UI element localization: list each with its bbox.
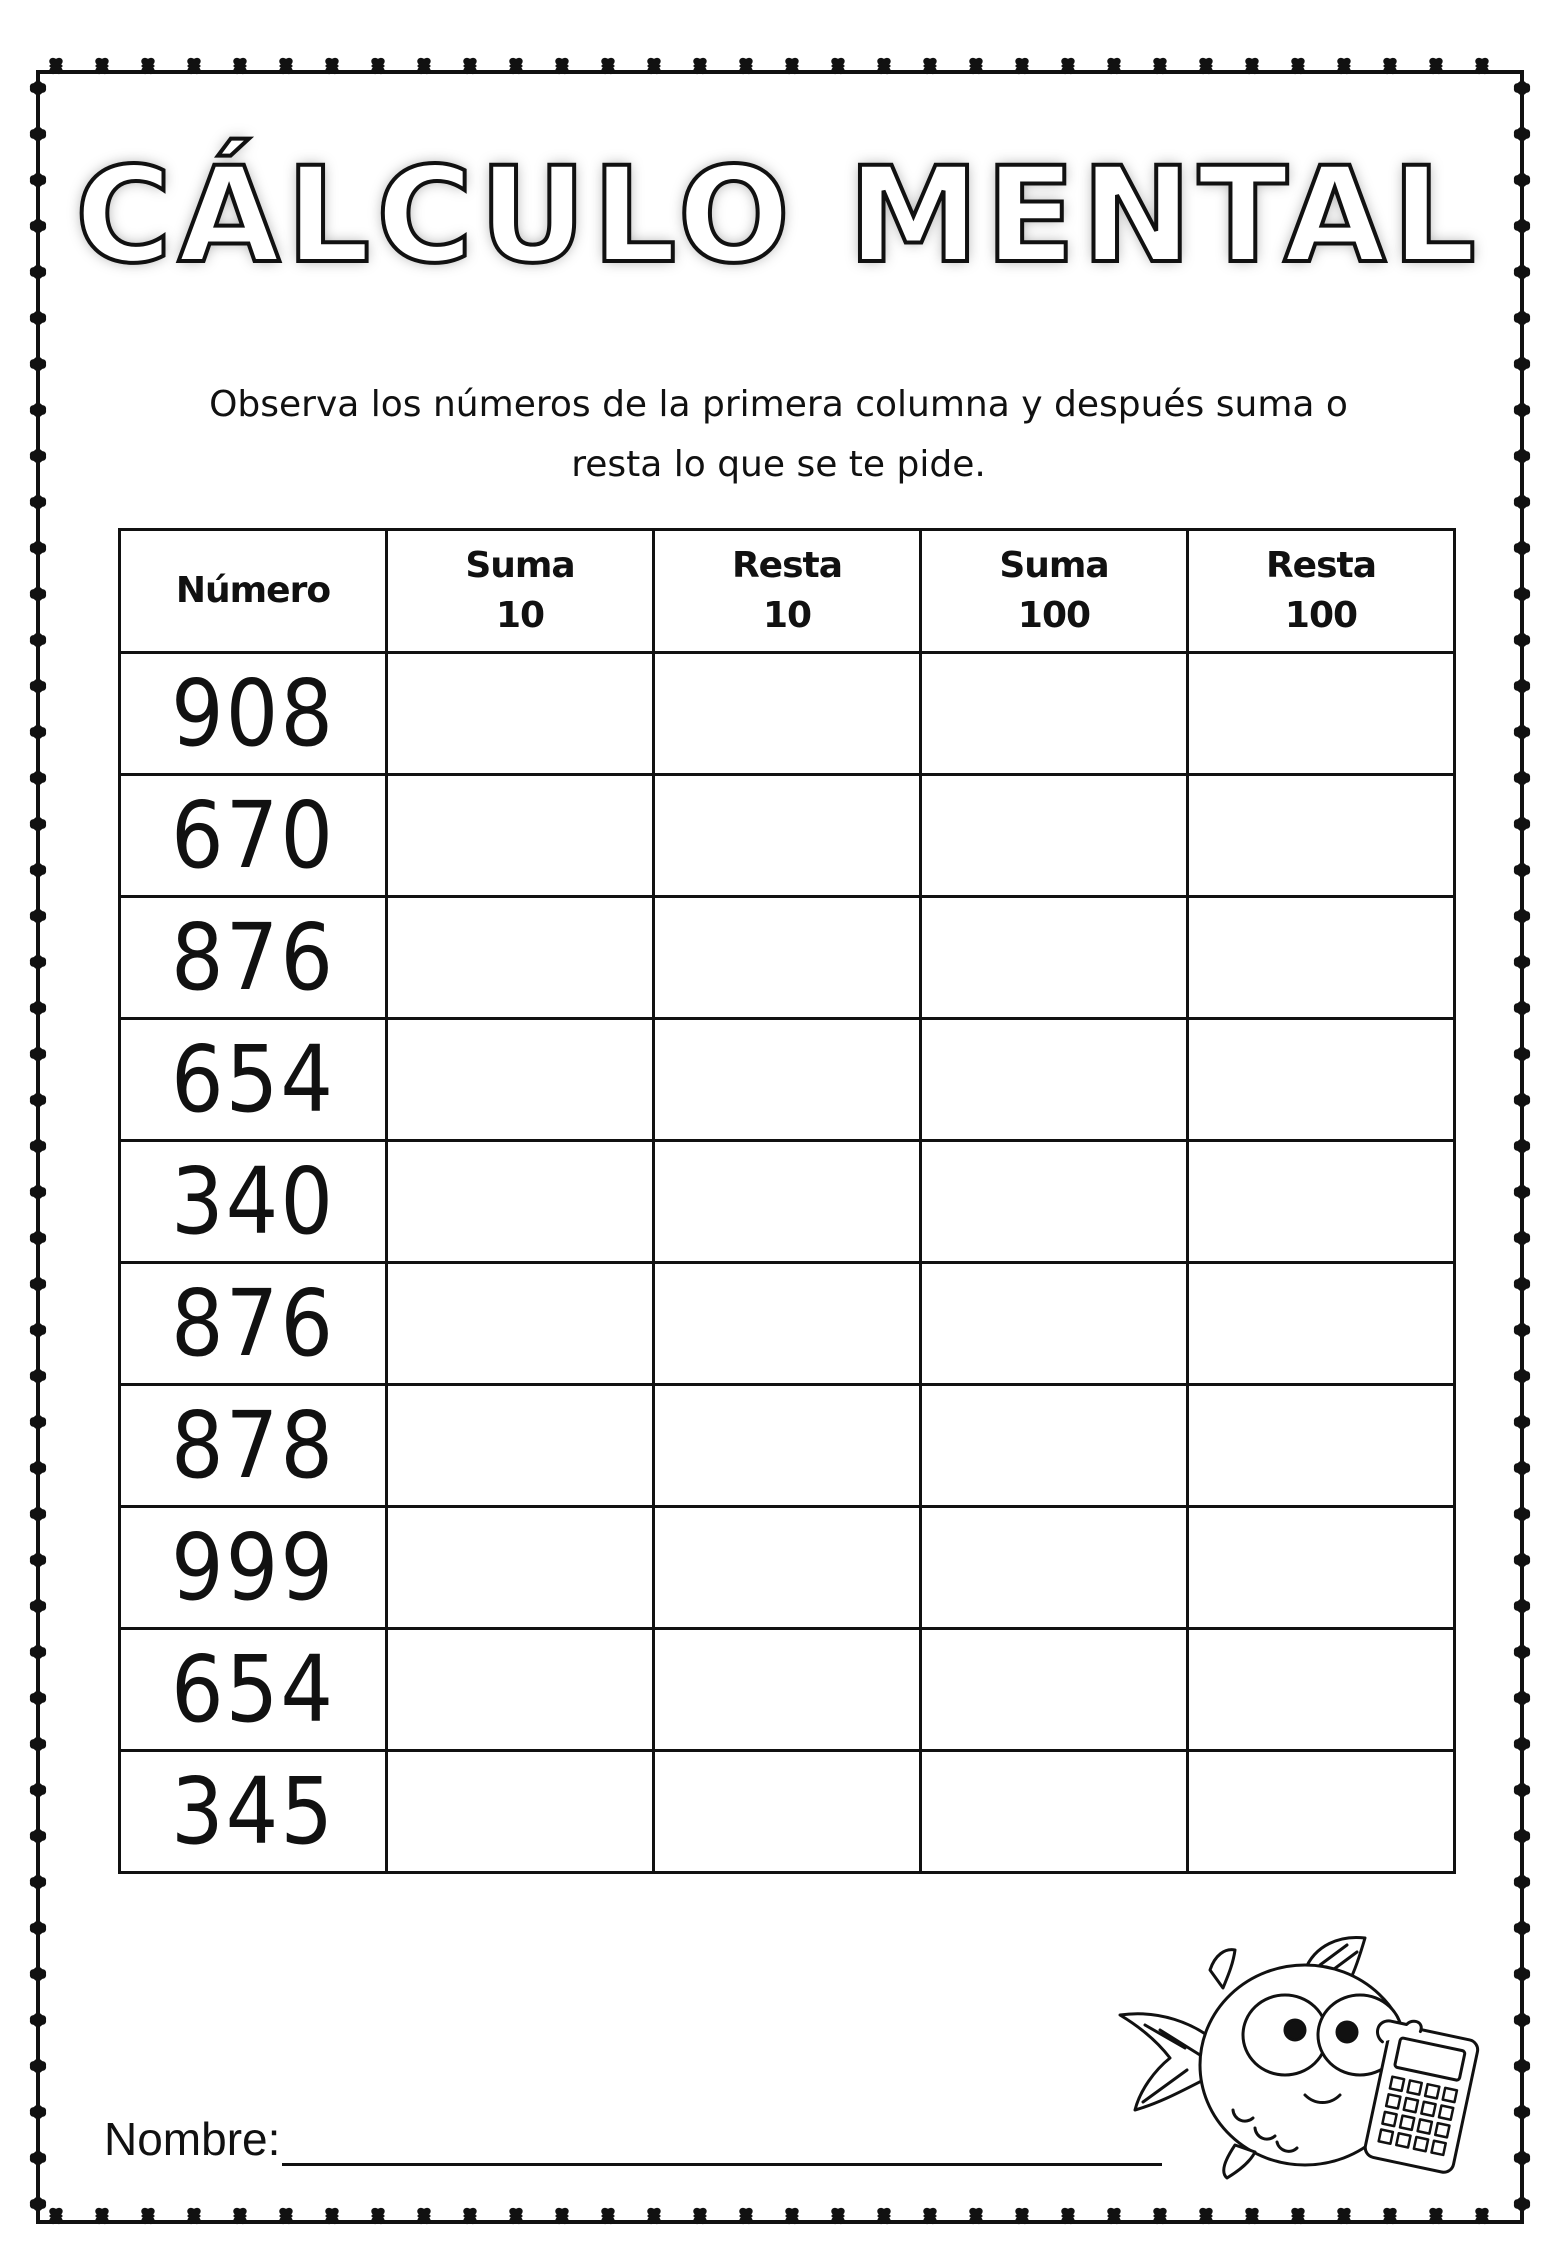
answer-resta-100[interactable] [1188,775,1455,897]
number-cell: 908 [120,653,387,775]
number-cell: 999 [120,1507,387,1629]
number-cell: 878 [120,1385,387,1507]
table-row [120,1385,1455,1507]
answer-resta-10[interactable] [654,775,921,897]
calculation-table [118,528,1456,1874]
answer-resta-100[interactable] [1188,1263,1455,1385]
answer-suma-10[interactable] [387,1019,654,1141]
answer-resta-100[interactable] [1188,1507,1455,1629]
number-cell: 340 [120,1141,387,1263]
answer-suma-100[interactable] [921,1263,1188,1385]
answer-suma-10[interactable] [387,1629,654,1751]
number-cell: 654 [120,1629,387,1751]
table-row [120,897,1455,1019]
answer-suma-100[interactable] [921,653,1188,775]
name-blank-line[interactable] [282,2115,1162,2166]
table-header-row [120,530,1455,653]
answer-suma-10[interactable] [387,1385,654,1507]
header-resta-10: Resta 10 [654,530,921,653]
table-row [120,1263,1455,1385]
answer-resta-100[interactable] [1188,897,1455,1019]
table-row [120,1141,1455,1263]
answer-resta-10[interactable] [654,897,921,1019]
header-suma-10: Suma 10 [387,530,654,653]
answer-suma-100[interactable] [921,1019,1188,1141]
answer-suma-100[interactable] [921,897,1188,1019]
answer-suma-10[interactable] [387,1141,654,1263]
table-row [120,1629,1455,1751]
worksheet-title: CÁLCULO MENTAL [75,139,1482,293]
answer-resta-10[interactable] [654,1141,921,1263]
answer-resta-10[interactable] [654,1507,921,1629]
answer-resta-100[interactable] [1188,1141,1455,1263]
answer-resta-10[interactable] [654,1629,921,1751]
answer-suma-100[interactable] [921,1629,1188,1751]
answer-resta-10[interactable] [654,653,921,775]
answer-suma-100[interactable] [921,1385,1188,1507]
table-row [120,1507,1455,1629]
table-row [120,1751,1455,1873]
answer-suma-100[interactable] [921,775,1188,897]
answer-resta-100[interactable] [1188,1385,1455,1507]
answer-resta-100[interactable] [1188,1629,1455,1751]
answer-resta-10[interactable] [654,1019,921,1141]
answer-resta-10[interactable] [654,1263,921,1385]
table-row [120,775,1455,897]
answer-suma-100[interactable] [921,1507,1188,1629]
name-field [104,2112,1162,2166]
answer-suma-10[interactable] [387,1263,654,1385]
number-cell: 345 [120,1751,387,1873]
header-numero: Número [120,530,387,653]
instructions-text [160,375,1397,495]
number-cell: 670 [120,775,387,897]
answer-suma-10[interactable] [387,653,654,775]
answer-suma-10[interactable] [387,897,654,1019]
answer-resta-10[interactable] [654,1385,921,1507]
table-row [120,1019,1455,1141]
number-cell: 876 [120,897,387,1019]
fish-with-calculator-icon [1115,1930,1485,2180]
header-resta-100: Resta 100 [1188,530,1455,653]
answer-suma-10[interactable] [387,775,654,897]
instructions-line-2: resta lo que se te pide. [571,444,986,485]
name-label: Nombre: [104,2113,281,2165]
answer-resta-10[interactable] [654,1751,921,1873]
table-row [120,653,1455,775]
answer-suma-100[interactable] [921,1141,1188,1263]
instructions-line-1: Observa los números de la primera columna y después suma o [209,384,1348,425]
answer-resta-100[interactable] [1188,653,1455,775]
answer-suma-100[interactable] [921,1751,1188,1873]
header-suma-100: Suma 100 [921,530,1188,653]
number-cell: 876 [120,1263,387,1385]
number-cell: 654 [120,1019,387,1141]
answer-suma-10[interactable] [387,1751,654,1873]
answer-resta-100[interactable] [1188,1019,1455,1141]
answer-suma-10[interactable] [387,1507,654,1629]
answer-resta-100[interactable] [1188,1751,1455,1873]
